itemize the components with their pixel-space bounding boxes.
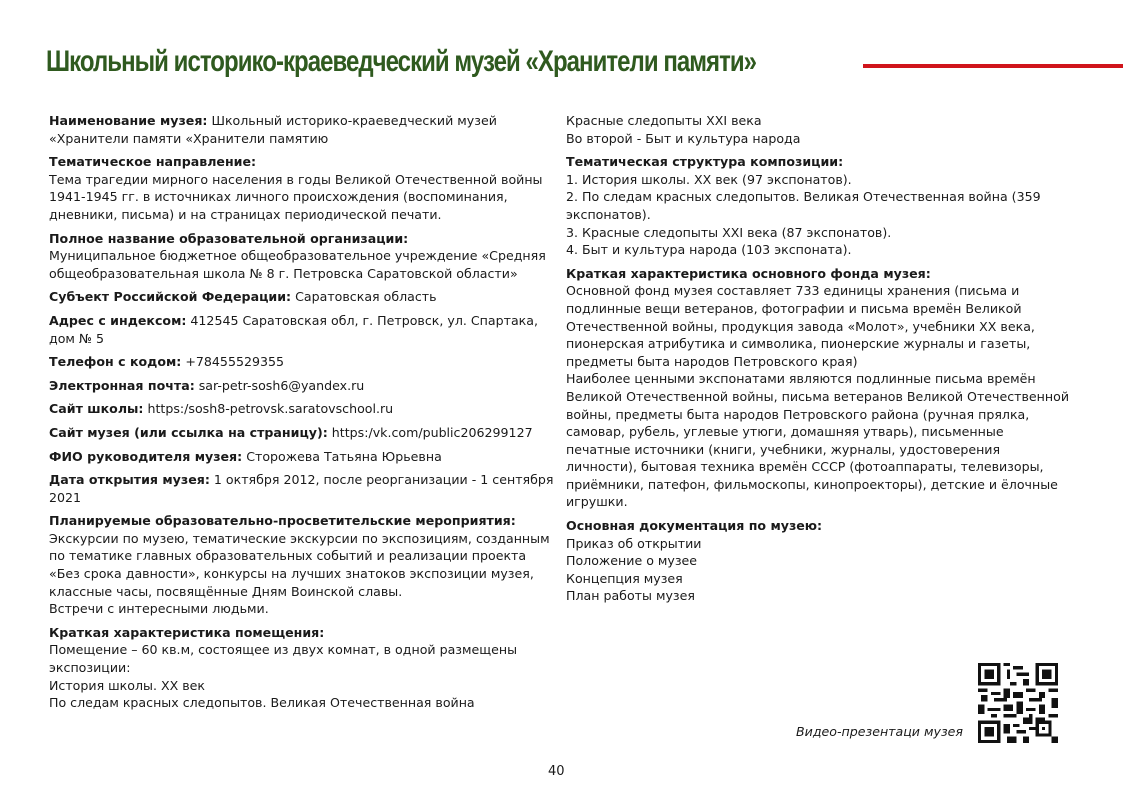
field-label: Планируемые образовательно-просветительские мероприятия: [49,513,516,529]
email-link[interactable]: sar-petr-sosh6@yandex.ru [194,377,365,393]
field-line: Основной фонд музея составляет 733 единицы хранения (письма и подлинные вещи ветеранов, фотографии и письма времён Великой Отечественной войны, продукция завода «Молот», учебники XX века, пионерская атрибутика и символика, пионерские журналы и газеты, предметы быта народов Петровского края) [566,283,1035,369]
events-field [49,512,554,618]
list-item: Приказ об открытии [566,535,702,551]
field-line: По следам красных следопытов. Великая Отечественная война [49,695,475,711]
list-item: 2. По следам красных следопытов. Великая Отечественная война (359 экспонатов). [566,189,1041,222]
field-value: Сторожева Татьяна Юрьевна [242,448,442,464]
fund-field [566,265,1071,511]
list-item: Концепция музея [566,570,683,586]
theme-field [49,153,554,223]
field-label: Телефон с кодом: [49,354,182,370]
title-accent-rule [863,64,1123,68]
premises-field [49,624,554,712]
qr-caption: Видео-презентаци музея [796,724,963,739]
field-line: Наиболее ценными экспонатами являются подлинные письма времён Великой Отечественной войны, письма ветеранов Великой Отечественной войны, предметы быта народов Петровского района (ручная прялка, самовар, рубель, углевые утюги, домашняя утварь), письменные печатные источники (книги, учебники, журналы, удостоверения личности), бытовая техника времён СССР (фотоаппараты, телевизоры, приёмники, патефон, фильмоскопы, кинопроекторы), детские и ёлочные игрушки. [566,371,1070,510]
field-line: Во второй - Быт и культура народа [566,130,801,146]
field-label: Дата открытия музея: [49,472,210,488]
docs-field [566,517,1071,605]
museum-name-field [49,112,554,147]
museum-site-field [49,424,554,442]
region-field [49,288,554,306]
school-site-link[interactable]: https:/sosh8-petrovsk.saratovschool.ru [143,401,394,417]
field-line: Экскурсии по музею, тематические экскурсии по экспозициям, созданным по тематике главных образовательных событий и реализации проекта «Без срока давности», конкурсы на лучших знатоков экспозиции музея, классные часы, посвящённые Дням Воинской славы. [49,530,550,599]
field-label: Электронная почта: [49,377,195,393]
field-label: Сайт школы: [49,401,144,417]
field-line: История школы. XX век [49,677,206,693]
field-label: Краткая характеристика основного фонда музея: [566,265,931,281]
premises-continued [566,112,1071,147]
school-site-field [49,400,554,418]
left-column [49,112,554,718]
right-column [566,112,1071,611]
list-item: Положение о музее [566,553,698,569]
field-label: Краткая характеристика помещения: [49,624,325,640]
field-label: Сайт музея (или ссылка на страницу): [49,424,328,440]
page-title: Школьный историко-краеведческий музей «Хранители памяти» [46,45,757,78]
field-label: ФИО руководителя музея: [49,448,243,464]
field-value: 1 октября 2012, после реорганизации - 1 сентября 2021 [49,472,554,505]
museum-site-link[interactable]: https:/vk.com/public206299127 [327,424,533,440]
field-label: Наименование музея: [49,113,208,128]
field-value: Муниципальное бюджетное общеобразовательное учреждение «Средняя общеобразовательная школа № 8 г. Петровска Саратовской области» [49,248,546,281]
address-field [49,312,554,347]
field-value: Школьный историко-краеведческий музей «Хранители памяти «Хранители памятию [49,113,497,146]
list-item: 1. История школы. XX век (97 экспонатов). [566,171,852,187]
field-value: Тема трагедии мирного населения в годы Великой Отечественной войны 1941-1945 гг. в источниках личного происхождения (воспоминания, дневники, письма) и на страницах периодической печати. [49,171,543,222]
field-value: +78455529355 [181,354,285,370]
field-label: Адрес с индексом: [49,312,187,328]
field-line: Помещение – 60 кв.м, состоящее из двух комнат, в одной размещены экспозиции: [49,642,518,676]
list-item: 3. Красные следопыты XXI века (87 экспонатов). [566,224,892,240]
field-label: Основная документация по музею: [566,518,823,534]
list-item: План работы музея [566,588,695,604]
structure-field [566,153,1071,259]
opening-date-field [49,471,554,506]
qr-code-icon[interactable] [978,663,1058,743]
field-value: 412545 Саратовская обл, г. Петровск, ул. Спартака, дом № 5 [49,312,538,346]
field-label: Тематическая структура композиции: [566,154,844,170]
field-line: Встречи с интересными людьми. [49,601,269,617]
field-label: Тематическое направление: [49,154,257,170]
org-name-field [49,230,554,283]
email-field [49,377,554,395]
list-item: 4. Быт и культура народа (103 экспоната). [566,242,852,258]
page-number: 40 [548,764,565,779]
field-label: Субъект Российской Федерации: [49,289,292,305]
field-label: Полное название образовательной организации: [49,230,409,246]
phone-field [49,353,554,371]
director-field [49,448,554,466]
field-value: Саратовская область [291,289,437,305]
field-line: Красные следопыты XXI века [566,113,762,128]
